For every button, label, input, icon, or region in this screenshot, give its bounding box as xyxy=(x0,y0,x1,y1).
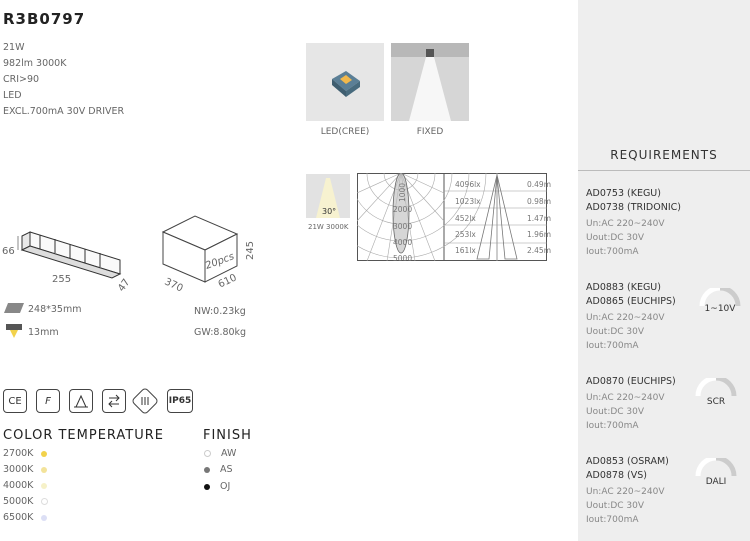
dimming-dali: DALI xyxy=(705,477,727,487)
driver-model: AD0853 (OSRAM) xyxy=(586,456,669,467)
dist-row-4: 1.96m xyxy=(527,230,552,239)
package-height: 245 xyxy=(245,240,257,261)
dim-width: 47 xyxy=(116,277,133,294)
spec-driver: EXCL.700mA 30V DRIVER xyxy=(3,106,125,117)
package-length: 610 xyxy=(216,272,239,291)
spec-cri: CRI>90 xyxy=(3,74,40,85)
spec-power: 21W xyxy=(3,42,25,53)
led-photo xyxy=(306,43,384,121)
thermal-icon xyxy=(69,389,93,413)
dist-row-1: 0.49m xyxy=(527,180,552,189)
f-mark-icon: F xyxy=(36,389,60,413)
dimmer-arc-icon xyxy=(694,458,738,478)
lux-row-4: 253lx xyxy=(455,230,476,239)
driver-output-current: Iout:700mA xyxy=(586,421,639,431)
ct-6500k: 6500K xyxy=(3,512,47,523)
dim-height: 66 xyxy=(2,246,15,257)
led-photo-label: LED(CREE) xyxy=(320,127,370,137)
driver-model: AD0738 (TRIDONIC) xyxy=(586,202,681,213)
class-iii-icon xyxy=(131,387,159,415)
led-chip-icon xyxy=(306,43,384,121)
polar-tick-5000: 5000 xyxy=(393,254,413,263)
dimmer-arc-icon xyxy=(694,378,738,398)
polar-tick-2000: 2000 xyxy=(393,205,413,214)
dimming-1-10v: 1~10V xyxy=(704,304,736,314)
driver-input: Un:AC 220~240V xyxy=(586,313,665,323)
driver-output-voltage: Uout:DC 30V xyxy=(586,407,645,417)
cutout-size: 248*35mm xyxy=(28,304,82,315)
fixed-beam-icon xyxy=(391,43,469,121)
driver-output-voltage: Uout:DC 30V xyxy=(586,233,645,243)
polar-tick-3000: 3000 xyxy=(393,222,413,231)
ct-5000k: 5000K xyxy=(3,496,48,507)
lux-row-5: 161lx xyxy=(455,246,476,255)
dimming-scr: SCR xyxy=(706,397,726,407)
driver-model: AD0870 (EUCHIPS) xyxy=(586,376,676,387)
driver-output-current: Iout:700mA xyxy=(586,515,639,525)
dist-row-2: 0.98m xyxy=(527,197,552,206)
driver-model: AD0753 (KEGU) xyxy=(586,188,661,199)
requirements-divider xyxy=(578,170,750,171)
fixed-photo-label: FIXED xyxy=(416,127,444,137)
driver-input: Un:AC 220~240V xyxy=(586,393,665,403)
beam-angle: 30° xyxy=(322,207,337,216)
driver-output-voltage: Uout:DC 30V xyxy=(586,501,645,511)
gross-weight: GW:8.80kg xyxy=(194,327,247,338)
recess-depth: 13mm xyxy=(28,327,59,338)
dist-row-3: 1.47m xyxy=(527,214,552,223)
dim-length: 255 xyxy=(52,274,72,285)
finish-as: AS xyxy=(204,464,233,475)
insulation-icon xyxy=(102,389,126,413)
lux-row-3: 452lx xyxy=(455,214,476,223)
beam-caption: 21W 3000K xyxy=(308,223,349,231)
product-code: R3B0797 xyxy=(3,10,86,28)
driver-output-current: Iout:700mA xyxy=(586,247,639,257)
ct-3000k: 3000K xyxy=(3,464,47,475)
ct-4000k: 4000K xyxy=(3,480,47,491)
package-quantity: 20pcs xyxy=(204,251,236,272)
lux-row-1: 4096lx xyxy=(455,180,481,189)
lux-row-2: 1023lx xyxy=(455,197,481,206)
spec-source: LED xyxy=(3,90,22,101)
color-temperature-heading: COLOR TEMPERATURE xyxy=(3,428,165,443)
finish-aw: AW xyxy=(204,448,236,459)
dist-row-5: 2.45m xyxy=(527,246,552,255)
requirements-heading: REQUIREMENTS xyxy=(610,148,718,162)
package-width: 370 xyxy=(162,276,185,295)
net-weight: NW:0.23kg xyxy=(194,306,246,317)
spec-lumen: 982lm 3000K xyxy=(3,58,67,69)
finish-oj: OJ xyxy=(204,481,230,492)
polar-tick-1000: 1000 xyxy=(398,182,408,203)
driver-output-current: Iout:700mA xyxy=(586,341,639,351)
driver-output-voltage: Uout:DC 30V xyxy=(586,327,645,337)
driver-model: AD0883 (KEGU) xyxy=(586,282,661,293)
ip65-badge: IP65 xyxy=(167,389,193,413)
ct-2700k: 2700K xyxy=(3,448,47,459)
photometric-chart xyxy=(357,173,547,261)
recess-icon xyxy=(4,322,26,340)
driver-model: AD0865 (EUCHIPS) xyxy=(586,296,676,307)
polar-tick-4000: 4000 xyxy=(393,238,413,247)
cutout-icon xyxy=(4,303,26,315)
fixed-photo xyxy=(391,43,469,121)
finish-heading: FINISH xyxy=(203,428,252,443)
ce-icon: CE xyxy=(3,389,27,413)
driver-input: Un:AC 220~240V xyxy=(586,487,665,497)
driver-model: AD0878 (VS) xyxy=(586,470,647,481)
driver-input: Un:AC 220~240V xyxy=(586,219,665,229)
